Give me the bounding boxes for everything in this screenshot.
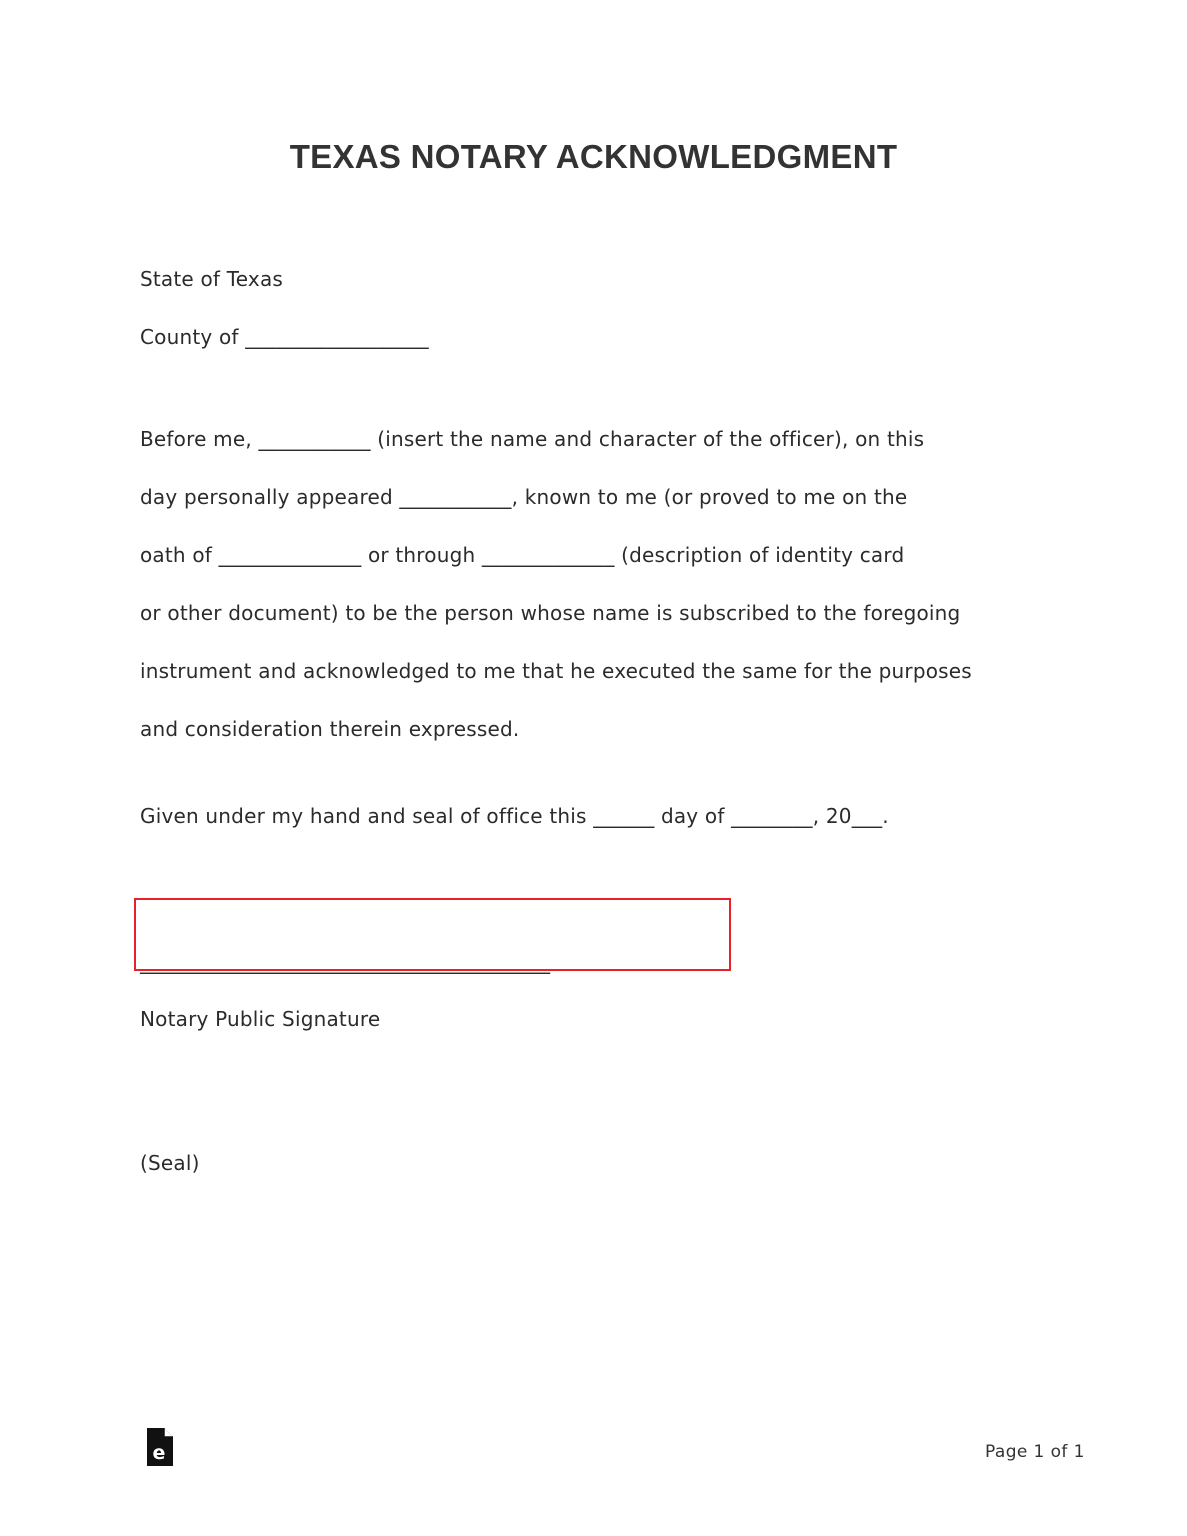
- body-line-3: oath of ______________ or through _____________ (description of identity card: [140, 543, 905, 567]
- eforms-logo-icon: [147, 1428, 173, 1466]
- body-line-1: Before me, ___________ (insert the name and character of the officer), on this: [140, 427, 925, 451]
- page-title: TEXAS NOTARY ACKNOWLEDGMENT: [289, 138, 898, 175]
- body-line-2: day personally appeared ___________, known to me (or proved to me on the: [140, 485, 908, 509]
- seal-label: (Seal): [140, 1151, 200, 1175]
- signature-line: _________________________________________: [140, 950, 550, 974]
- notary-signature-label: Notary Public Signature: [140, 1007, 381, 1031]
- body-line-5: instrument and acknowledged to me that he executed the same for the purposes: [140, 659, 972, 683]
- county-line: County of __________________: [140, 325, 429, 349]
- body-line-6: and consideration therein expressed.: [140, 717, 520, 741]
- state-line: State of Texas: [140, 267, 284, 291]
- given-under-hand-line: Given under my hand and seal of office this ______ day of ________, 20___.: [140, 804, 889, 828]
- svg-text:e: e: [152, 1442, 166, 1464]
- body-line-4: or other document) to be the person whose name is subscribed to the foregoing: [140, 601, 961, 625]
- page-number: Page 1 of 1: [985, 1442, 1085, 1462]
